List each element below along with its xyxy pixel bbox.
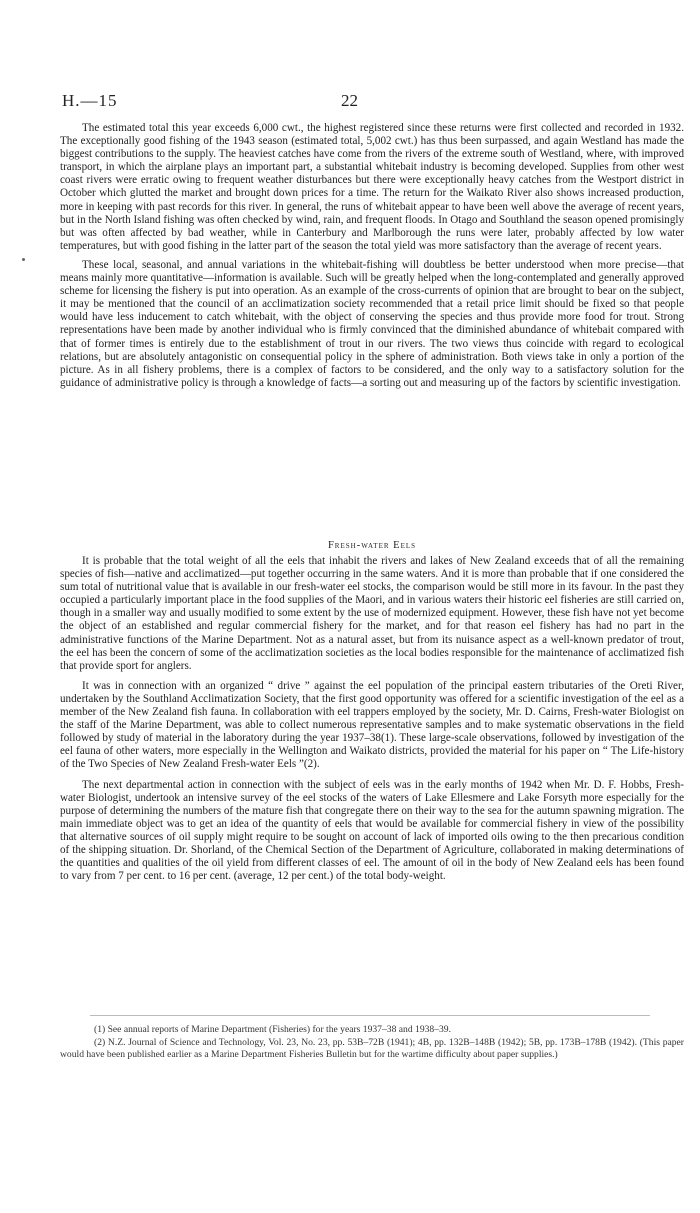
eels-section	[60, 555, 684, 883]
footnote: (2) N.Z. Journal of Science and Technology, Vol. 23, No. 23, pp. 53B–72B (1941); 4B, pp. 132B–148B (1942); 5B, pp. 173B–178B (1942). (This paper would have been published earlier as a Marine Department Fisheries Bulletin but for the wartime difficulty about paper supplies.)	[60, 1037, 684, 1060]
paragraph: It was in connection with an organized “ drive ” against the eel population of the principal eastern tributaries of the Oreti River, undertaken by the Southland Acclimatization Society, that the first good opportunity was offered for a scientific investigation of the eel as a member of the New Zealand fish fauna. In collaboration with eel trappers employed by the society, Mr. D. Cairns, Fresh-water Biologist on the staff of the Marine Department, was able to collect numerous representative samples and to make systematic observations in the field followed by study of material in the laboratory during the year 1937–38(1). These large-scale observations, followed by investigation of the eel fauna of other waters, more especially in the Wellington and Waikato districts, provided the material for his paper on “ The Life-history of the Two Species of New Zealand Fresh-water Eels ”(2).	[60, 679, 684, 771]
paragraph: It is probable that the total weight of all the eels that inhabit the rivers and lakes of New Zealand exceeds that of all the remaining species of fish—native and acclimatized—put together occurring in the same waters. And it is more than probable that if one considered the sum total of nutritional value that is available in our fresh-water eel stocks, the comparison would be still more in its favour. In the past they occupied a particularly important place in the food supplies of the Maori, and in various waters their historic eel fisheries are still carried on, though in a smaller way and usually modified to some extent by the use of modernized equipment. However, these fish have not yet become the object of an established and regular commercial fishery for the market, and for that reason eel fishery has had no part in the administrative functions of the Marine Department. Not as a natural asset, but from its nuisance aspect as a well-known predator of trout, the eel has been the concern of some of the acclimatization societies as the local bodies responsible for the maintenance of acclimatized fish that provide sport for anglers.	[60, 555, 684, 672]
paragraph: The estimated total this year exceeds 6,000 cwt., the highest registered since these returns were first collected and recorded in 1932. The exceptionally good fishing of the 1943 season (estimated total, 5,002 cwt.) has thus been surpassed, and again Westland has made the biggest contributions to the supply. The heaviest catches have come from the rivers of the extreme south of Westland, where, with improved transport, in which the airplane plays an important part, a substantial whitebait industry is becoming developed. Supplies from other west coast rivers were erratic owing to frequent weather disturbances but there were exceptionally heavy catches from the Westport district in October which glutted the market and brought down prices for a time. The return for the Waikato River also shows increased production, more in keeping with past records for this river. In general, the runs of whitebait appear to have been well above the average of recent years, but in the North Island fishing was often checked by wind, rain, and frequent floods. In Otago and Southland the season opened promisingly but was often affected by bad weather, while in Canterbury and Marlborough the runs were later, probably affected by low water temperatures, but with good fishing in the latter part of the season the total yield was more satisfactory than the average of recent years.	[60, 122, 684, 252]
whitebait-section	[60, 122, 684, 390]
footnote-divider	[90, 1015, 650, 1016]
page-number: 22	[341, 91, 358, 110]
page-header	[62, 91, 660, 115]
paragraph: The next departmental action in connection with the subject of eels was in the early months of 1942 when Mr. D. F. Hobbs, Fresh-water Biologist, undertook an intensive survey of the eel stocks of the waters of Lake Ellesmere and Lake Forsyth more especially for the purpose of determining the numbers of the mature fish that congregate there on their way to the sea for the autumn spawning migration. The main immediate object was to get an idea of the quantity of eels that would be available for commercial fishery in view of the possibility that alternative sources of oil supply might require to be sought on account of lack of imported oils owing to the then precarious condition of the shipping situation. Dr. Shorland, of the Chemical Section of the Department of Agriculture, collaborated in making determinations of the quantities and qualities of the oil yield from different classes of eel. The amount of oil in the body of New Zealand eels has been found to vary from 7 per cent. to 16 per cent. (average, 12 per cent.) of the total body-weight.	[60, 778, 684, 883]
footnotes	[60, 1024, 684, 1062]
section-heading: Fresh-water Eels	[327, 540, 417, 551]
margin-dot	[22, 258, 25, 261]
paragraph: These local, seasonal, and annual variations in the whitebait-fishing will doubtless be better understood when more precise—that means mainly more quantitative—information is available. Such will be greatly helped when the long-contemplated and generally approved scheme for licensing the fishery is put into operation. As an example of the cross-currents of opinion that are brought to bear on the subject, it may be mentioned that the council of an acclimatization society recommended that a retail price limit should be fixed so that people would have less inducement to catch whitebait, with the object of conserving the species and thus provide more food for trout. Strong representations have been made by another individual who is firmly convinced that the diminished abundance of whitebait compared with that of former times is entirely due to the establishment of trout in our rivers. The two views thus coincide with regard to ecological relations, but are absolutely antagonistic on consequential policy in the sphere of administration. Both views take in only a portion of the picture. As in all fishery problems, there is a complex of factors to be considered, and the only way to a satisfactory solution for the guidance of administrative policy is through a knowledge of facts—a sorting out and measuring up of the factors by scientific investigation.	[60, 258, 684, 389]
document-id: H.—15	[62, 91, 118, 110]
footnote: (1) See annual reports of Marine Department (Fisheries) for the years 1937–38 and 1938–39.	[94, 1024, 451, 1035]
